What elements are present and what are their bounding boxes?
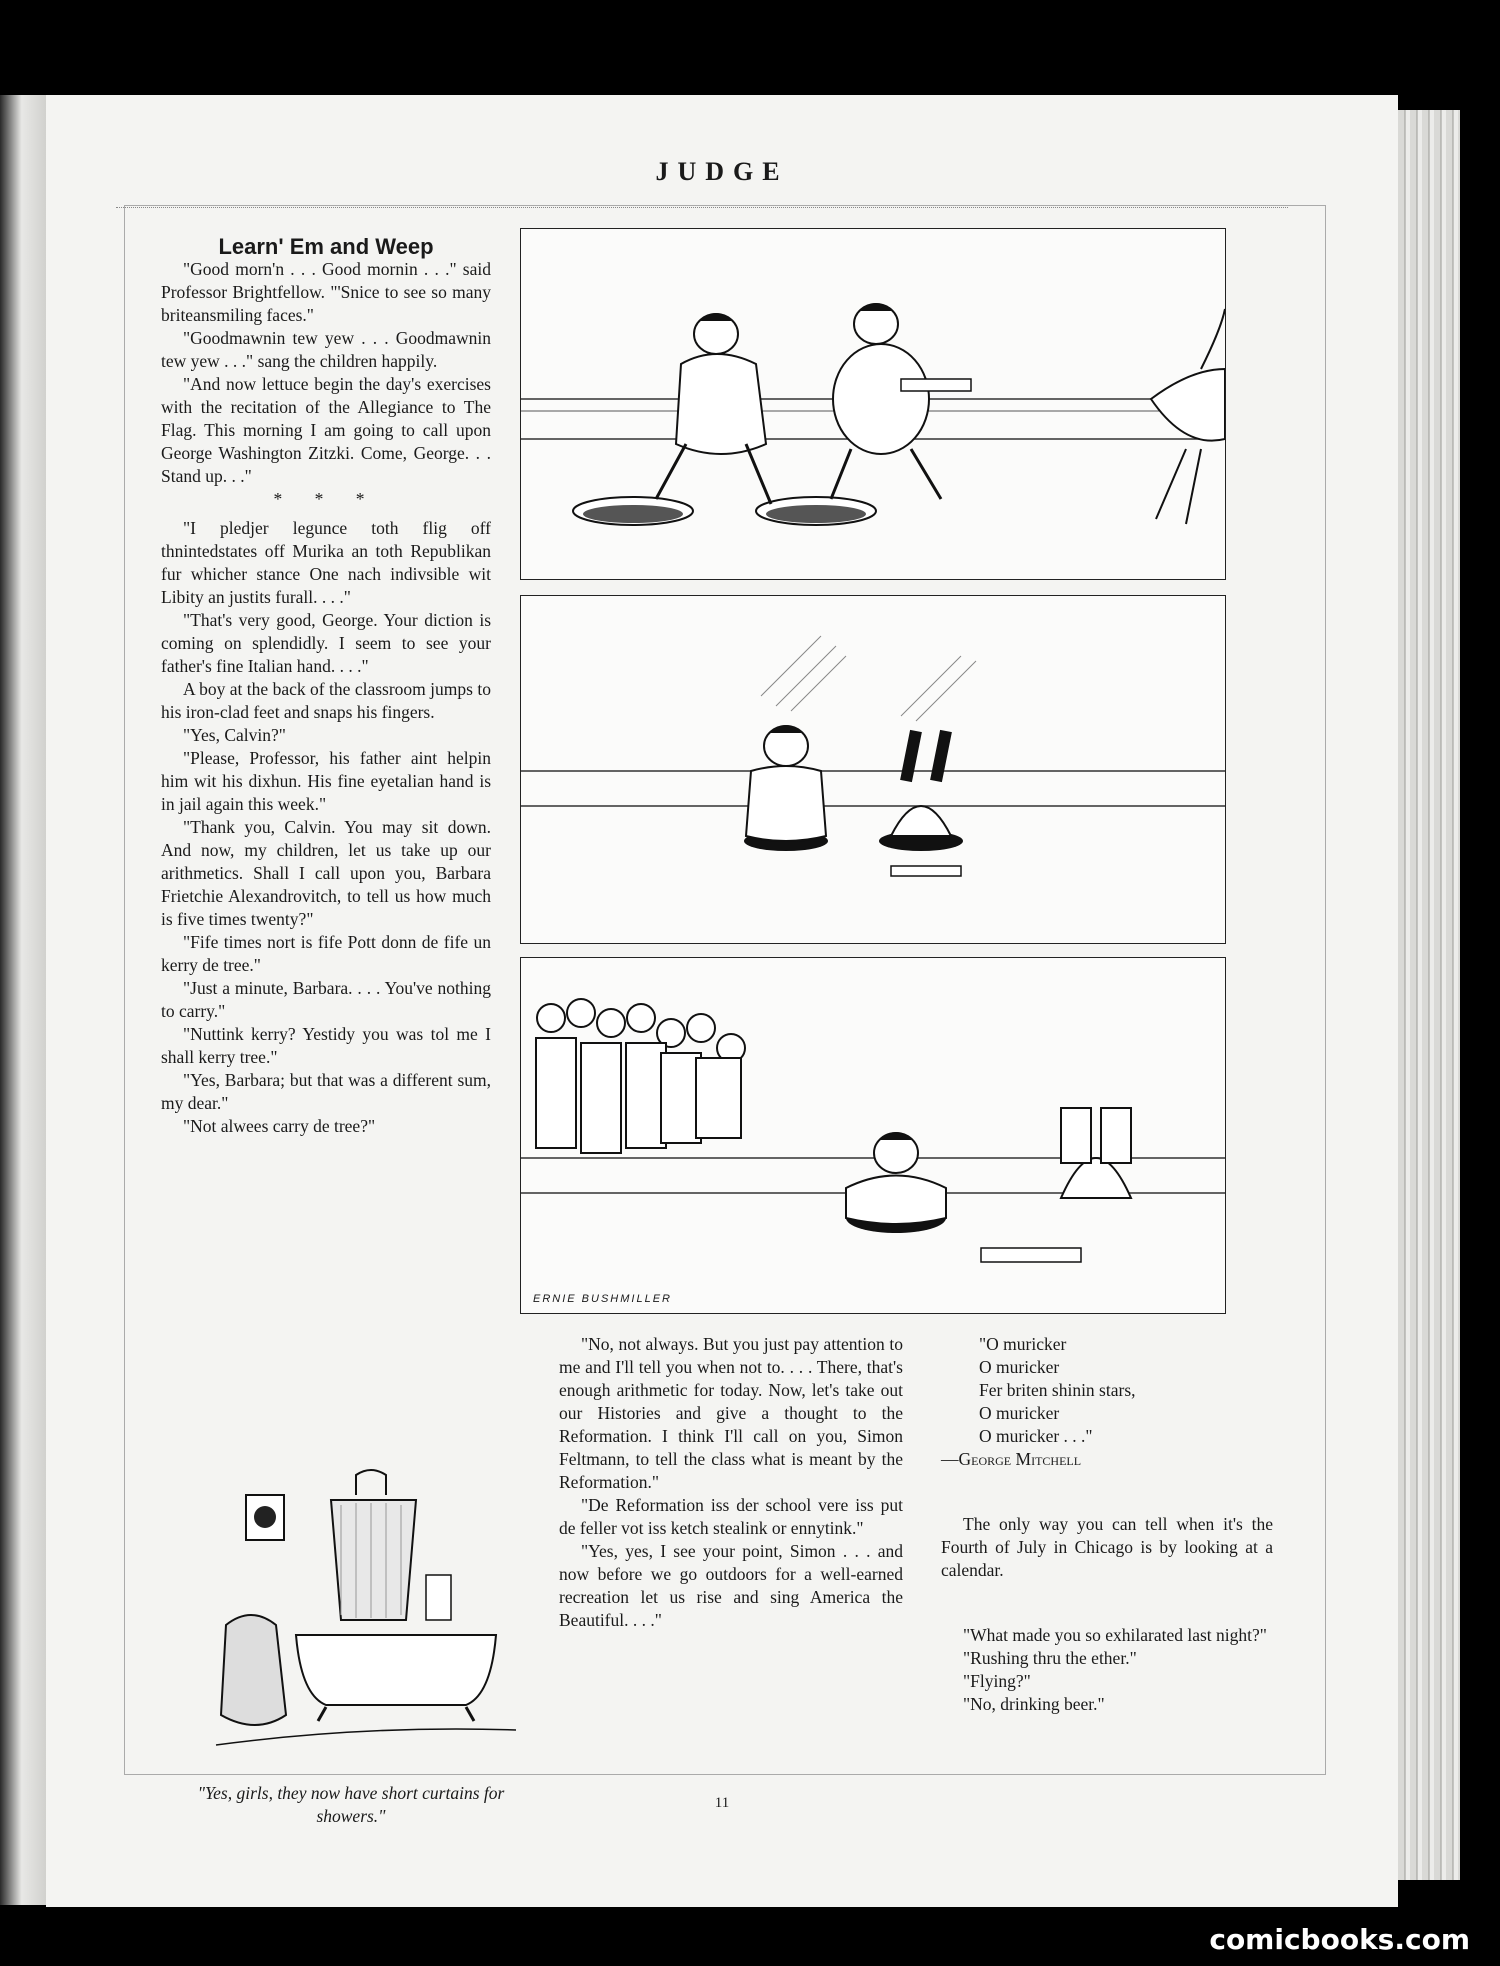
article-paragraph: "Yes, Calvin?" bbox=[183, 725, 286, 745]
site-watermark: comicbooks.com bbox=[1209, 1923, 1470, 1956]
comic-panel-1 bbox=[520, 228, 1226, 580]
article-paragraph: "De Reformation iss der school vere iss put de feller vot iss ketch stealink or ennytink." bbox=[559, 1495, 903, 1538]
article-column-1 bbox=[161, 235, 491, 1138]
article-paragraph: "Goodmawnin tew yew . . . Goodmawnin tew yew . . ." sang the children happily. bbox=[161, 328, 491, 371]
article-paragraph: "Fife times nort is fife Pott donn de fife un kerry de tree." bbox=[161, 932, 491, 975]
article-paragraph: "Yes, Barbara; but that was a different sum, my dear." bbox=[161, 1070, 491, 1113]
section-separator: * * * bbox=[273, 489, 379, 509]
joke-line: "Rushing thru the ether." bbox=[963, 1648, 1137, 1668]
article-paragraph: "Nuttink kerry? Yestidy you was tol me I shall kerry tree." bbox=[161, 1024, 491, 1067]
poem-line: O muricker . . ." bbox=[979, 1426, 1093, 1446]
article-paragraph: "No, not always. But you just pay attention to me and I'll tell you when not to. . . . There, that's enough arithmetic for today. Now, let's take out our Histories and give a thought to the Reformation. I think I'll call on you, Simon Feltmann, to tell the class what is meant by the Reformation." bbox=[559, 1334, 903, 1492]
article-paragraph: "Just a minute, Barbara. . . . You've nothing to carry." bbox=[161, 978, 491, 1021]
joke-line: "What made you so exhilarated last night?" bbox=[963, 1625, 1267, 1645]
article-author: —George Mitchell bbox=[941, 1449, 1082, 1469]
masthead: JUDGE bbox=[655, 157, 789, 186]
joke-fourth-of-july: The only way you can tell when it's the Fourth of July in Chicago is by looking at a calendar. bbox=[941, 1514, 1273, 1580]
article-paragraph: "Good morn'n . . . Good mornin . . ." said Professor Brightfellow. "'Snice to see so many briteansmiling faces." bbox=[161, 259, 491, 325]
comic-signature: ERNIE BUSHMILLER bbox=[533, 1293, 672, 1305]
joke-line: "No, drinking beer." bbox=[963, 1694, 1105, 1714]
poem bbox=[941, 1333, 1273, 1471]
comic-panel-1-drawing bbox=[521, 229, 1225, 579]
poem-line: "O muricker bbox=[979, 1334, 1067, 1354]
cartoon-caption: "Yes, girls, they now have short curtains for showers." bbox=[197, 1783, 505, 1826]
article-column-2 bbox=[559, 1333, 903, 1632]
article-paragraph: "Thank you, Calvin. You may sit down. And now, my children, let us take up our arithmetics. Shall I call upon you, Barbara Frietchie Alexandrovitch, to tell us how much is five times twenty?" bbox=[161, 817, 491, 929]
article-paragraph: "Not alwees carry de tree?" bbox=[183, 1116, 376, 1136]
poem-line: O muricker bbox=[979, 1403, 1060, 1423]
poem-line: O muricker bbox=[979, 1357, 1060, 1377]
article-paragraph: "Please, Professor, his father aint helpin him wit his dixhun. His fine eyetalian hand is in jail again this week." bbox=[161, 748, 491, 814]
joke-line: "Flying?" bbox=[963, 1671, 1031, 1691]
comic-panel-2-drawing bbox=[521, 596, 1225, 943]
bathtub-cartoon bbox=[206, 1455, 526, 1775]
comic-panel-2 bbox=[520, 595, 1226, 944]
article-paragraph: "And now lettuce begin the day's exercises with the recitation of the Allegiance to The Flag. This morning I am going to call upon George Washington Zitzki. Come, George. . . Stand up. . ." bbox=[161, 374, 491, 486]
article-column-3 bbox=[941, 1333, 1273, 1716]
poem-line: Fer briten shinin stars, bbox=[979, 1380, 1136, 1400]
page-edges-right bbox=[1398, 110, 1460, 1880]
article-paragraph: "Yes, yes, I see your point, Simon . . . and now before we go outdoors for a well-earned recreation let us rise and sing America the Beautiful. . . ." bbox=[559, 1541, 903, 1630]
article-title: Learn' Em and Weep bbox=[218, 234, 434, 259]
article-paragraph: A boy at the back of the classroom jumps to his iron-clad feet and snaps his fingers. bbox=[161, 679, 491, 722]
article-paragraph: "I pledjer legunce toth flig off thnintedstates off Murika an toth Republikan fur whicher stance One nach indivsible wit Libity an justits furall. . . ." bbox=[161, 518, 491, 607]
page-number: 11 bbox=[714, 1795, 730, 1811]
comic-panel-3-drawing bbox=[521, 958, 1225, 1313]
book-spine-left bbox=[0, 95, 48, 1905]
comic-panel-3 bbox=[520, 957, 1226, 1314]
magazine-page bbox=[46, 95, 1398, 1907]
article-paragraph: "That's very good, George. Your diction is coming on splendidly. I seem to see your father's fine Italian hand. . . ." bbox=[161, 610, 491, 676]
bathtub-cartoon-drawing bbox=[206, 1455, 526, 1775]
